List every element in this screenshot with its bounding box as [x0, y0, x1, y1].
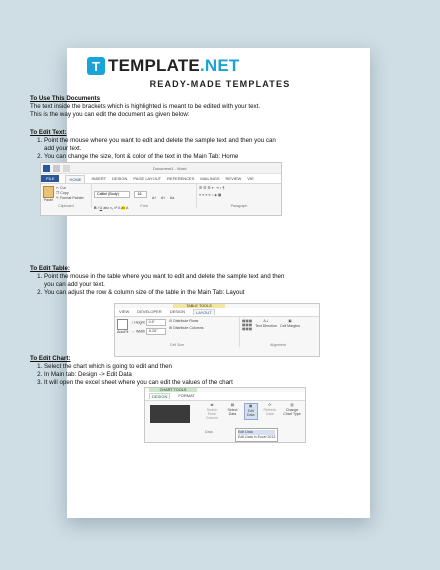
- copy-icon: ❐: [56, 191, 60, 195]
- distribute-columns-icon: ⊞: [169, 326, 173, 330]
- font-color-icon[interactable]: A: [126, 206, 129, 210]
- bullets-icon[interactable]: ☰: [199, 186, 203, 190]
- numbering-icon[interactable]: ☰: [203, 186, 207, 190]
- edit-table-heading: To Edit Table:: [30, 265, 70, 272]
- increase-indent-icon[interactable]: ⇥: [215, 186, 219, 190]
- data-group-label: Data: [205, 430, 213, 434]
- show-marks-icon[interactable]: ¶: [222, 186, 225, 190]
- chart-styles-preview: [150, 405, 190, 423]
- tab-mailings[interactable]: MAILINGS: [200, 176, 220, 181]
- window-title: Document1 - Word: [153, 165, 187, 171]
- switch-label: Switch Row/ Column: [205, 408, 219, 420]
- tab-review[interactable]: REVIEW: [225, 176, 242, 181]
- switch-row-column-button[interactable]: [203, 403, 221, 420]
- width-label: Width: [135, 329, 146, 334]
- save-icon: [53, 165, 60, 172]
- table-ribbon-tabs: [115, 308, 319, 317]
- copy-label: Copy: [60, 191, 69, 195]
- alignment-grid-icon[interactable]: ▦▦▦ ▦▦▦ ▦▦▦: [242, 319, 253, 331]
- tab-design[interactable]: DESIGN: [112, 176, 128, 181]
- height-row: [131, 319, 166, 326]
- cell-margins-icon: ▣: [288, 319, 292, 323]
- brush-icon: ✎: [56, 196, 60, 200]
- list-item: 2. You can adjust the row & column size of the table in the Main Tab: Layout: [44, 289, 285, 297]
- tab-insert[interactable]: INSERT: [91, 176, 107, 181]
- edit-table-section: [30, 265, 285, 297]
- refresh-icon: ⟳: [268, 403, 272, 407]
- distribute-rows-label: Distribute Rows: [173, 319, 199, 323]
- select-data-label: Select Data: [227, 408, 238, 416]
- chart-ribbon-tabs: [145, 392, 305, 401]
- paste-icon: [43, 186, 54, 198]
- alignment-group: [240, 317, 316, 347]
- text-direction-icon: A⇣: [263, 319, 269, 323]
- chart-type-icon: ▥: [290, 403, 294, 407]
- refresh-label: Refresh Data: [263, 408, 277, 416]
- autofit-button[interactable]: [117, 319, 128, 335]
- list-item: 1. Select the chart which is going to edit and then: [44, 363, 285, 371]
- font-size-select[interactable]: 16: [134, 191, 147, 198]
- tab-home[interactable]: HOME: [65, 175, 85, 183]
- text-direction-label: Text Direction: [255, 324, 277, 328]
- tab-format[interactable]: FORMAT: [178, 393, 195, 398]
- list-item: 1. Point the mouse where you want to edit and delete the sample text and then you can add your text.: [44, 137, 285, 153]
- table-tools-ribbon-screenshot: [114, 303, 320, 357]
- autofit-label: AutoFit: [117, 330, 129, 334]
- grow-font-icon[interactable]: A˄: [151, 196, 157, 200]
- tab-references[interactable]: REFERENCES: [167, 176, 195, 181]
- quick-access-toolbar: [41, 163, 281, 174]
- strikethrough-icon[interactable]: abc: [103, 206, 110, 210]
- change-chart-type-label: Change Chart Type: [283, 408, 301, 416]
- height-icon: ↕: [131, 320, 134, 325]
- page-subtitle: READY-MADE TEMPLATES: [149, 79, 291, 89]
- borders-icon[interactable]: ▦: [218, 193, 222, 197]
- table-ribbon-content: [115, 317, 319, 347]
- undo-icon: [63, 165, 70, 172]
- brand-name: [108, 56, 239, 76]
- edit-chart-heading: To Edit Chart:: [30, 355, 71, 362]
- superscript-icon[interactable]: x²: [114, 206, 118, 210]
- select-data-button[interactable]: [226, 403, 239, 420]
- menu-item-edit-data-excel[interactable]: Edit Data in Excel 2013: [238, 435, 276, 439]
- line-spacing-icon[interactable]: ↕: [211, 193, 214, 197]
- clipboard-group-label: Clipboard: [58, 204, 74, 208]
- ribbon-tabs: [41, 174, 281, 184]
- edit-text-section: [30, 129, 285, 161]
- underline-icon[interactable]: U: [99, 206, 103, 210]
- paragraph-row-2: [199, 193, 279, 198]
- format-painter-label: Format Painter: [60, 196, 84, 200]
- justify-icon[interactable]: ≡: [208, 193, 211, 197]
- ribbon-content: [41, 184, 281, 208]
- text-effects-icon[interactable]: A: [118, 206, 121, 210]
- chart-tools-label: CHART TOOLS: [149, 388, 197, 392]
- list-item: 2. You can change the size, font & color of the text in the Main Tab: Home: [44, 153, 285, 161]
- clipboard-group: [41, 184, 92, 208]
- edit-text-steps: [30, 137, 285, 161]
- distribute-columns-label: Distribute Columns: [173, 326, 204, 330]
- shading-icon[interactable]: ◈: [214, 193, 217, 197]
- list-item: 3. It will open the excel sheet where you can edit the values of the chart: [44, 379, 285, 387]
- change-chart-type-button[interactable]: [282, 403, 302, 420]
- width-row: [131, 328, 166, 335]
- select-data-icon: ▤: [230, 403, 235, 407]
- width-icon: ↔: [131, 329, 135, 334]
- multilevel-list-icon[interactable]: ☰: [207, 186, 211, 190]
- brand-logo: [87, 56, 239, 76]
- intro-section: [30, 95, 285, 119]
- list-item: 1. Point the mouse in the table where you want to edit and delete the sample text and then you can add your text.: [44, 273, 285, 289]
- menu-item-edit-data[interactable]: Edit Data: [238, 430, 275, 435]
- paste-button[interactable]: [43, 186, 54, 203]
- font-name-select[interactable]: Calibri (Body): [94, 191, 130, 198]
- font-group: [92, 184, 197, 208]
- align-right-icon[interactable]: ≡: [205, 193, 208, 197]
- paragraph-row-1: [199, 186, 279, 191]
- table-tools-label: TABLE TOOLS: [173, 304, 225, 308]
- distribute-rows-button[interactable]: [169, 319, 203, 324]
- edit-table-steps: [30, 273, 285, 297]
- subscript-icon[interactable]: x₂: [110, 206, 114, 210]
- format-painter-button[interactable]: [56, 196, 84, 201]
- change-case-icon[interactable]: Aa: [169, 196, 175, 200]
- spacer: [115, 304, 173, 308]
- edit-chart-section: [30, 355, 285, 387]
- height-label: Height: [134, 320, 145, 325]
- alignment-label: Alignment: [270, 343, 286, 347]
- font-group-label: Font: [140, 204, 148, 208]
- word-home-ribbon-screenshot: [40, 162, 282, 216]
- edit-text-heading: To Edit Text:: [30, 129, 67, 136]
- edit-data-menu: [235, 428, 278, 442]
- cell-size-group: [115, 317, 240, 347]
- edit-data-label: Edit Data: [246, 409, 255, 417]
- shrink-font-icon[interactable]: A˅: [160, 196, 166, 200]
- word-logo-icon: [43, 165, 50, 172]
- edit-data-button[interactable]: [244, 403, 258, 420]
- paste-label: Paste: [43, 198, 54, 202]
- distribute-rows-icon: ⊟: [169, 319, 173, 323]
- list-item: 2. In Main tab: Design -> Edit Data: [44, 371, 285, 379]
- sort-icon[interactable]: ↕: [219, 186, 222, 190]
- tab-developer[interactable]: DEVELOPER: [137, 309, 162, 314]
- cell-margins-button[interactable]: [280, 319, 300, 331]
- edit-chart-steps: [30, 363, 285, 387]
- tab-view[interactable]: VIEW: [119, 309, 130, 314]
- tab-page-layout[interactable]: PAGE LAYOUT: [133, 176, 162, 181]
- bold-icon[interactable]: B: [94, 206, 97, 210]
- highlight-icon[interactable]: ab: [121, 206, 126, 210]
- scissors-icon: ✂: [56, 186, 60, 190]
- tab-design[interactable]: DESIGN: [149, 393, 170, 399]
- autofit-icon: [117, 319, 128, 330]
- align-left-icon[interactable]: ≡: [199, 193, 202, 197]
- height-input[interactable]: 0.6": [146, 319, 166, 326]
- brand-name-main: TEMPLATE: [108, 56, 200, 75]
- cell-margins-label: Cell Margins: [279, 324, 300, 328]
- italic-icon[interactable]: I: [97, 206, 99, 210]
- intro-line-2: This is the way you can edit the document as given below:: [30, 111, 190, 118]
- intro-heading: To Use This Documents: [30, 95, 101, 102]
- distribute-columns-button[interactable]: [169, 326, 203, 331]
- intro-line-1: The text inside the brackets which is highlighted is meant to be edited with your text.: [30, 103, 261, 110]
- align-center-icon[interactable]: ≡: [202, 193, 205, 197]
- decrease-indent-icon[interactable]: ⇤: [211, 186, 215, 190]
- width-input[interactable]: 6.26": [146, 328, 166, 335]
- switch-icon: ⇄: [210, 403, 214, 407]
- paragraph-group: [197, 184, 281, 208]
- tab-file[interactable]: FILE: [41, 175, 59, 182]
- logo-mark-icon: T: [87, 57, 105, 75]
- text-direction-button[interactable]: [255, 319, 277, 331]
- brand-suffix: .NET: [199, 56, 240, 75]
- cut-label: Cut: [60, 186, 66, 190]
- tab-design[interactable]: DESIGN: [169, 309, 186, 314]
- refresh-data-button[interactable]: [263, 403, 278, 420]
- tab-view[interactable]: VIE: [247, 176, 254, 181]
- edit-data-icon: ▦: [249, 404, 253, 408]
- tab-layout[interactable]: LAYOUT: [193, 309, 215, 315]
- cell-size-label: Cell Size: [169, 343, 185, 347]
- paragraph-group-label: Paragraph: [230, 204, 248, 208]
